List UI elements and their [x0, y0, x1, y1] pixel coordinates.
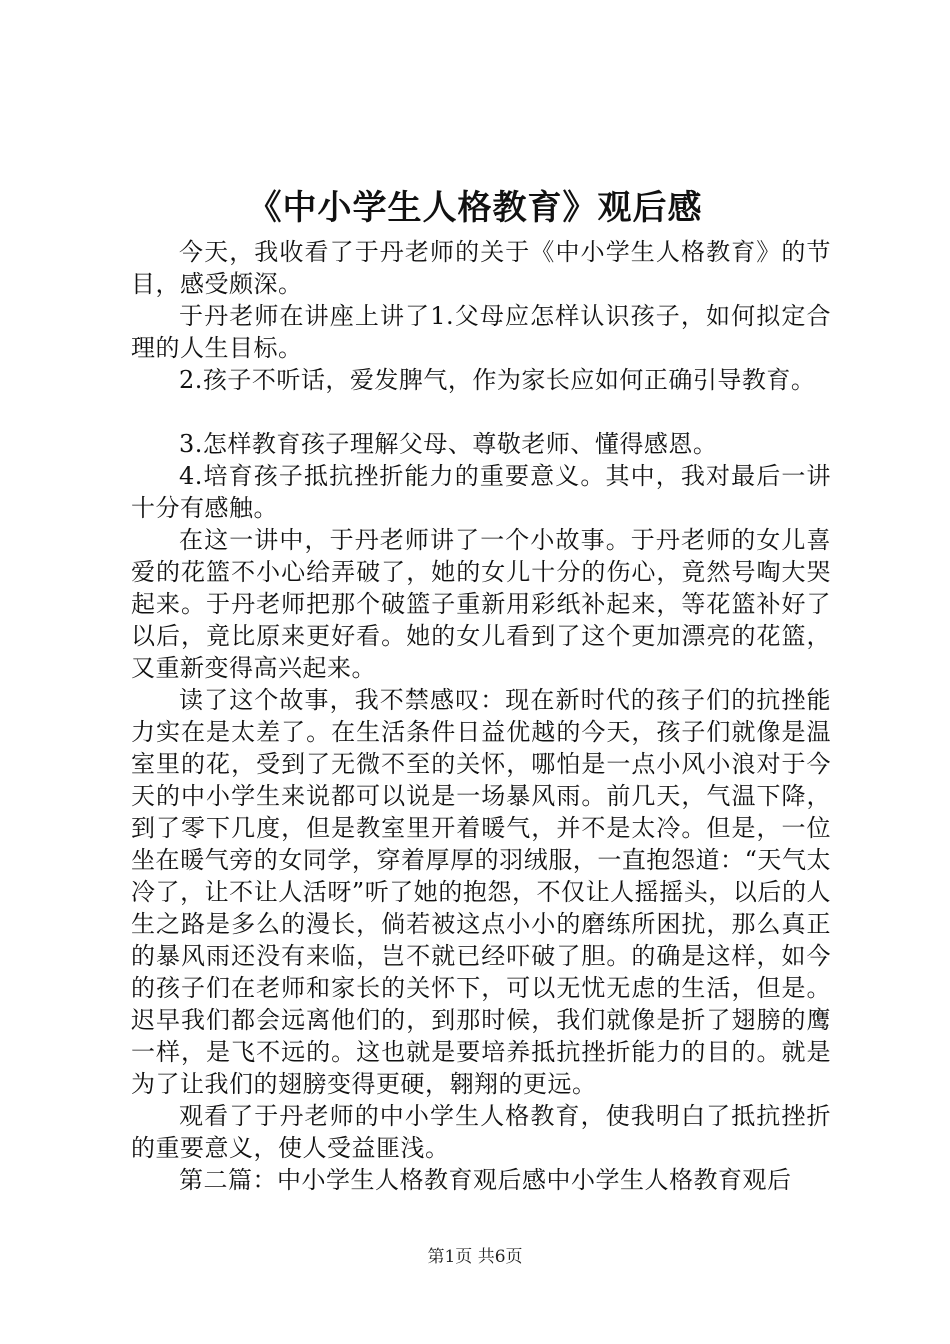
document-body	[131, 236, 831, 1196]
paragraph-intro: 今天，我收看了于丹老师的关于《中小学生人格教育》的节目，感受颇深。	[131, 238, 831, 298]
page-number: 第1页 共6页	[427, 1247, 523, 1267]
paragraph-point-2: 2.孩子不听话，爱发脾气，作为家长应如何正确引导教育。	[179, 366, 816, 394]
paragraph-second-article: 第二篇：中小学生人格教育观后感中小学生人格教育观后	[179, 1166, 792, 1194]
paragraph-conclusion: 观看了于丹老师的中小学生人格教育，使我明白了抵抗挫折的重要意义，使人受益匪浅。	[131, 1102, 831, 1162]
paragraph-point-1: 于丹老师在讲座上讲了1.父母应怎样认识孩子，如何拟定合理的人生目标。	[131, 302, 831, 362]
paragraph-point-3: 3.怎样教育孩子理解父母、尊敬老师、懂得感恩。	[179, 430, 718, 458]
paragraph-story: 在这一讲中，于丹老师讲了一个小故事。于丹老师的女儿喜爱的花篮不小心给弄破了，她的女儿十分的伤心，竟然号啕大哭起来。于丹老师把那个破篮子重新用彩纸补起来，等花篮补好了以后，竟比原来更好看。她的女儿看到了这个更加漂亮的花篮，又重新变得高兴起来。	[131, 526, 831, 682]
document-title: 《中小学生人格教育》观后感	[247, 188, 703, 228]
paragraph-reflection: 读了这个故事，我不禁感叹：现在新时代的孩子们的抗挫能力实在是太差了。在生活条件日益优越的今天，孩子们就像是温室里的花，受到了无微不至的关怀，哪怕是一点小风小浪对于今天的中小学生来说都可以说是一场暴风雨。前几天，气温下降，到了零下几度，但是教室里开着暖气，并不是太冷。但是，一位坐在暖气旁的女同学，穿着厚厚的羽绒服，一直抱怨道：“天气太冷了，让不让人活呀”听了她的抱怨，不仅让人摇摇头，以后的人生之路是多么的漫长，倘若被这点小小的磨练所困扰，那么真正的暴风雨还没有来临，岂不就已经吓破了胆。的确是这样，如今的孩子们在老师和家长的关怀下，可以无忧无虑的生活，但是。迟早我们都会远离他们的，到那时候，我们就像是折了翅膀的鹰一样，是飞不远的。这也就是要培养抵抗挫折能力的目的。就是为了让我们的翅膀变得更硬，翱翔的更远。	[131, 686, 831, 1098]
paragraph-point-4: 4.培育孩子抵抗挫折能力的重要意义。其中，我对最后一讲十分有感触。	[131, 462, 831, 522]
